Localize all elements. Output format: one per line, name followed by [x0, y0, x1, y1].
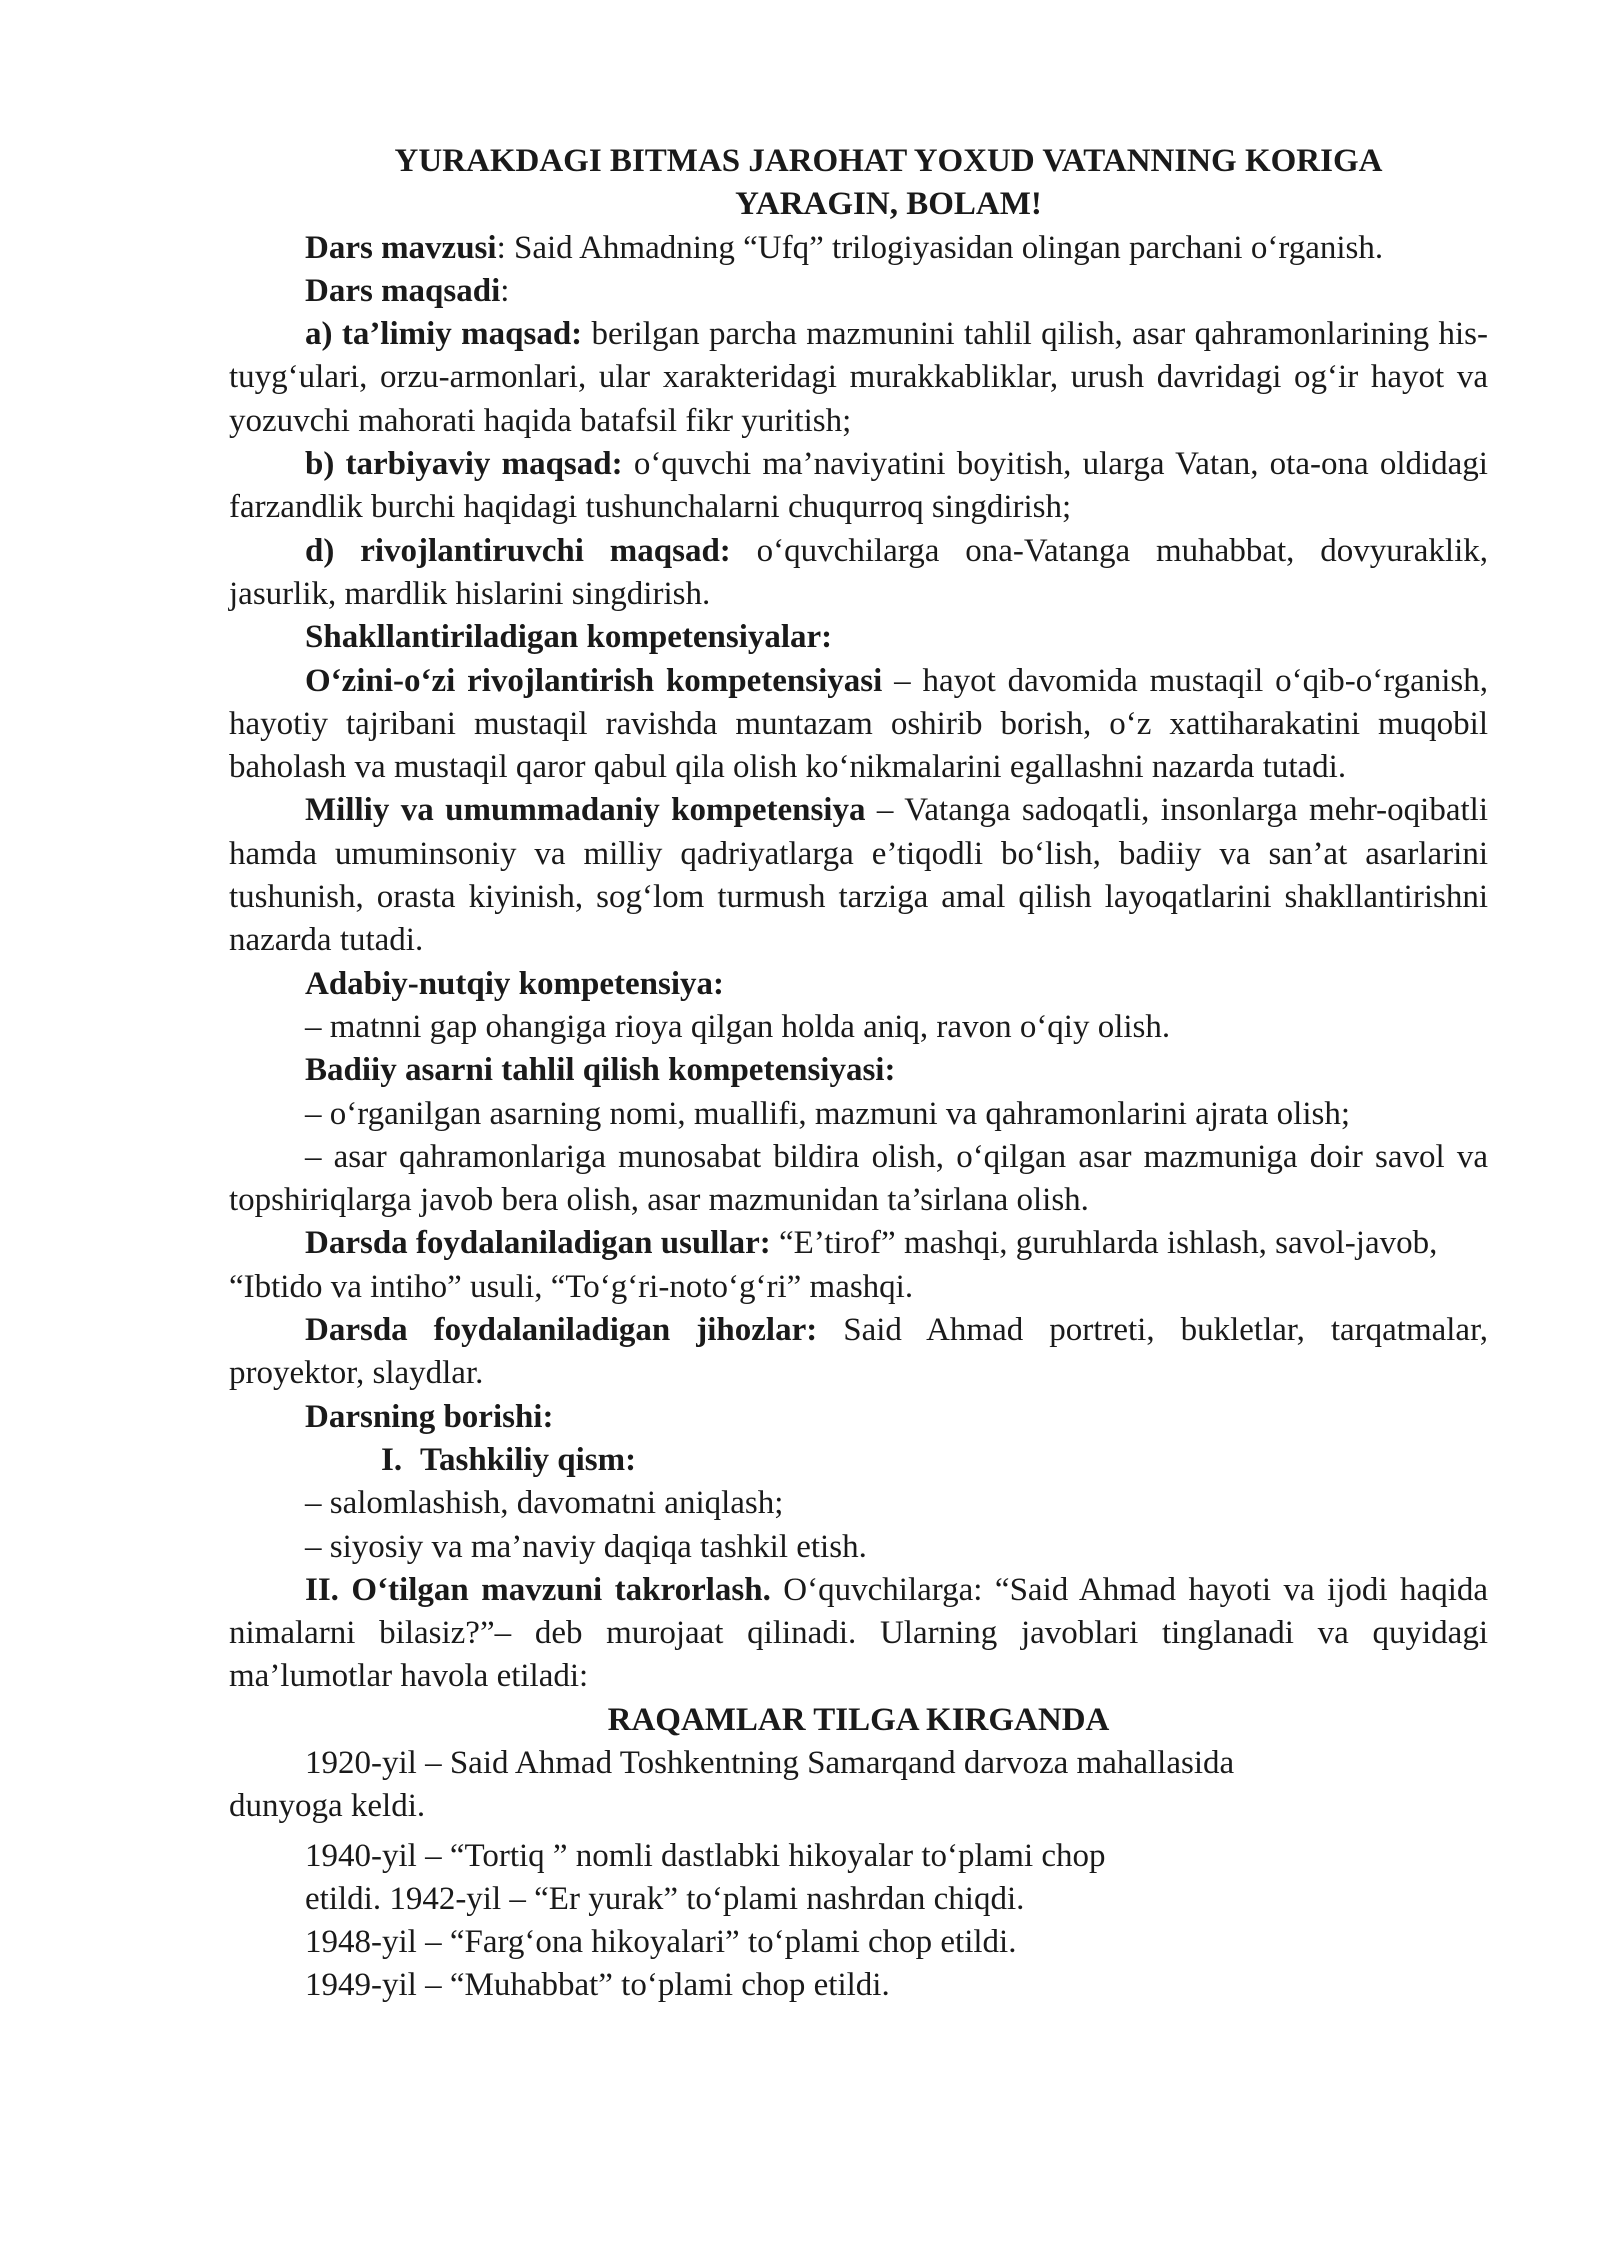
maqsad-b-paragraph: [229, 443, 1488, 530]
adabiy-nutqiy-item: – matnni gap ohangiga rioya qilgan holda aniq, ravon o‘qiy olish.: [305, 1008, 1171, 1045]
milliy-kompetensiya-text: – Vatanga sadoqatli, insonlarga mehr-oqibatli hamda umuminsoniy va milliy qadriyatlarga e’tiqodli bo‘lish, badiiy va san’at asarlarini tushunish, orasta kiyinish, sog‘lom turmush tarziga amal qilish layoqatlarini shakllantirishni nazarda tutadi.: [229, 792, 1488, 959]
adabiy-nutqiy-label: Adabiy-nutqiy kompetensiya:: [305, 965, 724, 1002]
maqsad-b-text: o‘quvchi ma’naviyatini boyitish, ularga Vatan, ota-ona oldidagi farzandlik burchi haqidagi tushunchalarni chuqurroq singdirish;: [229, 446, 1488, 526]
dars-maqsadi-heading: [229, 270, 1488, 313]
jihozlar-paragraph: [229, 1309, 1488, 1396]
timeline-1942: etildi. 1942-yil – “Er yurak” to‘plami nashrdan chiqdi.: [305, 1880, 1025, 1917]
usullar-label: Darsda foydalaniladigan usullar:: [305, 1225, 771, 1262]
document-title: [289, 140, 1488, 227]
dars-mavzusi-text: : Said Ahmadning “Ufq” trilogiyasidan olingan parchani o‘rganish.: [496, 229, 1384, 266]
adabiy-nutqiy-heading: [229, 963, 1488, 1006]
darsning-borishi-heading: [229, 1396, 1488, 1439]
milliy-kompetensiya-label: Milliy va umummadaniy kompetensiya: [305, 792, 866, 829]
maqsad-d-label: d) rivojlantiruvchi maqsad:: [305, 532, 731, 569]
timeline-1948: 1948-yil – “Farg‘ona hikoyalari” to‘plami chop etildi.: [305, 1924, 1017, 1961]
kompetensiyalar-heading-text: Shakllantiriladigan kompetensiyalar:: [305, 619, 833, 656]
takrorlash-paragraph: [229, 1569, 1488, 1699]
dars-mavzusi-label: Dars mavzusi: [305, 229, 497, 266]
badiiy-tahlil-label: Badiiy asarni tahlil qilish kompetensiyasi:: [305, 1052, 896, 1089]
takrorlash-label: II. O‘tilgan mavzuni takrorlash.: [305, 1571, 771, 1608]
title-line-2: YARAGIN, BOLAM!: [735, 186, 1042, 223]
jihozlar-label: Darsda foydalaniladigan jihozlar:: [305, 1312, 818, 1349]
ozini-rivojlantirish-label: O‘zini-o‘zi rivojlantirish kompetensiyasi: [305, 662, 883, 699]
dars-mavzusi-paragraph: [229, 227, 1488, 270]
timeline-1920-line-1: 1920-yil – Said Ahmad Toshkentning Samarqand darvoza mahallasida: [305, 1744, 1235, 1781]
badiiy-tahlil-heading: [229, 1049, 1488, 1092]
badiiy-tahlil-item-1: – o‘rganilgan asarning nomi, muallifi, mazmuni va qahramonlarini ajrata olish;: [305, 1095, 1351, 1132]
usullar-paragraph: [229, 1222, 1488, 1309]
timeline-1940: 1940-yil – “Tortiq ” nomli dastlabki hikoyalar to‘plami chop: [305, 1837, 1106, 1874]
jihozlar-text: Said Ahmad portreti, bukletlar, tarqatmalar, proyektor, slaydlar.: [229, 1312, 1488, 1392]
maqsad-a-label: a) ta’limiy maqsad:: [305, 316, 583, 353]
ozini-rivojlantirish-text: – hayot davomida mustaqil o‘qib-o‘rganish, hayotiy tajribani mustaqil ravishda muntazam oshirib borish, o‘z xattiharakatini muqobil baholash va mustaqil qaror qabul qila olish ko‘nikmalarini egallashni nazarda tutadi.: [229, 662, 1489, 786]
takrorlash-text: O‘quvchilarga: “Said Ahmad hayoti va ijodi haqida nimalarni bilasiz?”– deb murojaat qilinadi. Ularning javoblari tinglanadi va quyidagi ma’lumotlar havola etiladi:: [229, 1571, 1489, 1695]
dars-maqsadi-label: Dars maqsadi: [305, 272, 501, 309]
maqsad-a-text: berilgan parcha mazmunini tahlil qilish, asar qahramonlarining his-tuyg‘ulari, orzu-armonlari, ular xarakteridagi murakkabliklar, urush davridagi og‘ir hayot va yozuvchi mahorati haqida batafsil fikr yuritish;: [229, 316, 1489, 439]
badiiy-tahlil-item-2: – asar qahramonlariga munosabat bildira olish, o‘qilgan asar mazmuniga doir savol va topshiriqlarga javob bera olish, asar mazmunidan ta’sirlana olish.: [229, 1138, 1488, 1219]
title-line-1: YURAKDAGI BITMAS JAROHAT YOXUD VATANNING KORIGA: [394, 143, 1383, 179]
timeline-1920-line-2: dunyoga keldi.: [229, 1788, 426, 1825]
tashkiliy-item-2: – siyosiy va ma’naviy daqiqa tashkil etish.: [305, 1528, 867, 1565]
maqsad-b-label: b) tarbiyaviy maqsad:: [305, 446, 623, 483]
maqsad-a-paragraph: [229, 313, 1488, 443]
tashkiliy-heading: [229, 1439, 1488, 1482]
milliy-kompetensiya-paragraph: [229, 789, 1488, 962]
ozini-rivojlantirish-paragraph: [229, 660, 1488, 790]
darsning-borishi-label: Darsning borishi:: [305, 1398, 554, 1435]
raqamlar-heading: RAQAMLAR TILGA KIRGANDA: [607, 1701, 1110, 1738]
tashkiliy-item-1: – salomlashish, davomatni aniqlash;: [305, 1485, 784, 1522]
tashkiliy-number: I.: [381, 1441, 403, 1478]
usullar-text: “E’tirof” mashqi, guruhlarda ishlash, savol-javob, “Ibtido va intiho” usuli, “To‘g‘ri-noto‘g‘ri” mashqi.: [229, 1225, 1438, 1305]
tashkiliy-label: Tashkiliy qism:: [420, 1441, 637, 1478]
kompetensiyalar-heading: [229, 616, 1488, 659]
maqsad-d-text: o‘quvchilarga ona-Vatanga muhabbat, dovyuraklik, jasurlik, mardlik hislarini singdirish.: [229, 532, 1489, 612]
maqsad-d-paragraph: [229, 530, 1488, 617]
dars-maqsadi-colon: :: [500, 272, 510, 309]
timeline-1949: 1949-yil – “Muhabbat” to‘plami chop etildi.: [305, 1967, 890, 2004]
